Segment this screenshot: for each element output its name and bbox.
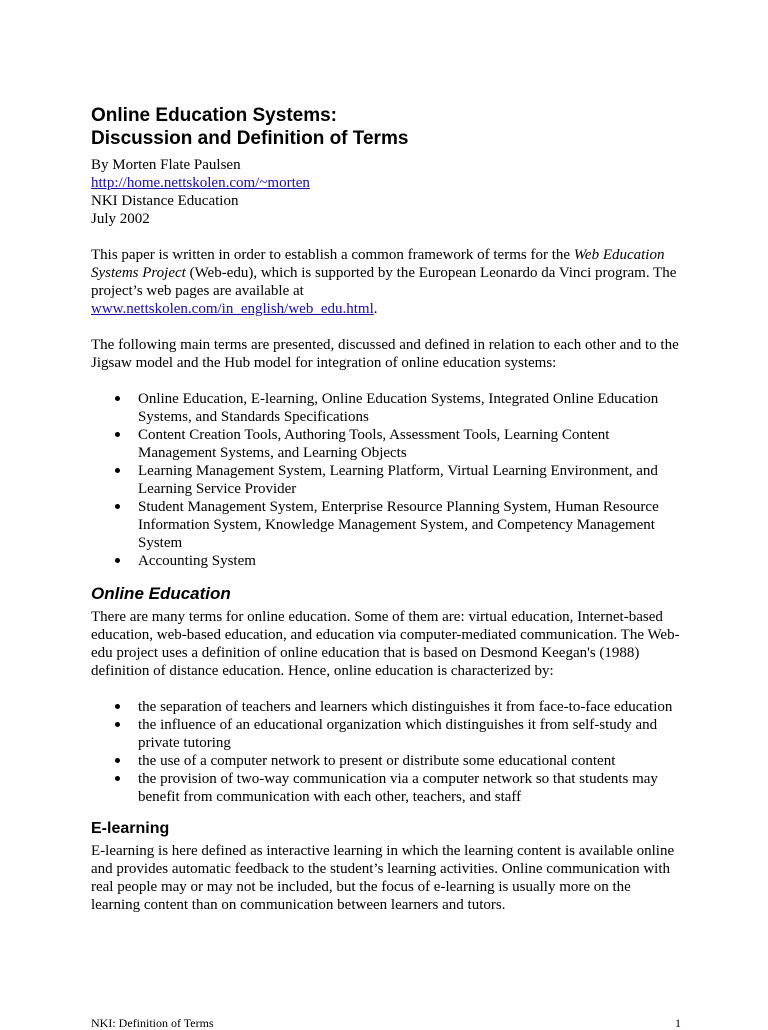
- page-number: 1: [675, 1016, 681, 1030]
- section-heading-online-education: Online Education: [91, 584, 231, 603]
- page-footer: [91, 1016, 681, 1030]
- list-item: the use of a computer network to present or distribute some educational content: [91, 752, 681, 770]
- document-page: [91, 104, 681, 914]
- list-item: Student Management System, Enterprise Resource Planning System, Human Resource Information System, Knowledge Management System, and Competency Management System: [91, 498, 681, 552]
- terms-intro-paragraph: The following main terms are presented, discussed and defined in relation to each other and to the Jigsaw model and the Hub model for integration of online education systems:: [91, 337, 679, 371]
- list-item: the provision of two-way communication via a computer network so that students may benefit from communication with each other, teachers, and staff: [91, 770, 681, 806]
- title-line-2: Discussion and Definition of Terms: [91, 128, 409, 149]
- list-item: Accounting System: [91, 552, 681, 570]
- elearning-paragraph: E-learning is here defined as interactive learning in which the learning content is available online and provides automatic feedback to the student’s learning activities. Online communication with real people may or may not be included, but the focus of e-learning is usually more on the learning content than on communication between learners and tutors.: [91, 843, 675, 913]
- author-block: [91, 156, 681, 228]
- project-name: Web Education Systems Project: [91, 247, 665, 281]
- project-web-link[interactable]: www.nettskolen.com/in_english/web_edu.html: [91, 301, 374, 317]
- list-item: Learning Management System, Learning Platform, Virtual Learning Environment, and Learning Service Provider: [91, 462, 681, 498]
- characteristics-list: [91, 698, 681, 806]
- section-heading-elearning: E-learning: [91, 820, 170, 837]
- organization: NKI Distance Education: [91, 193, 239, 209]
- list-item: Online Education, E-learning, Online Education Systems, Integrated Online Education Systems, and Standards Specifications: [91, 390, 681, 426]
- intro-paragraph: This paper is written in order to establish a common framework of terms for the Web Education Systems Project (Web-edu), which is supported by the European Leonardo da Vinci program. The project’s web pages are available at www.nettskolen.com/in_english/web_edu.html.: [91, 247, 677, 317]
- list-item: the influence of an educational organization which distinguishes it from self-study and private tutoring: [91, 716, 681, 752]
- author-homepage-link[interactable]: http://home.nettskolen.com/~morten: [91, 175, 310, 191]
- author: By Morten Flate Paulsen: [91, 157, 241, 173]
- list-item: the separation of teachers and learners which distinguishes it from face-to-face education: [91, 698, 681, 716]
- footer-title: NKI: Definition of Terms: [91, 1016, 214, 1030]
- title-line-1: Online Education Systems:: [91, 105, 337, 126]
- document-title: [91, 104, 681, 150]
- terms-list: [91, 390, 681, 570]
- publication-date: July 2002: [91, 211, 150, 227]
- online-education-paragraph: There are many terms for online education. Some of them are: virtual education, Internet-based education, web-based education, and education via computer-mediated communication. The Web-edu project uses a definition of online education that is based on Desmond Keegan's (1988) definition of distance education. Hence, online education is characterized by:: [91, 609, 680, 679]
- list-item: Content Creation Tools, Authoring Tools, Assessment Tools, Learning Content Management Systems, and Learning Objects: [91, 426, 681, 462]
